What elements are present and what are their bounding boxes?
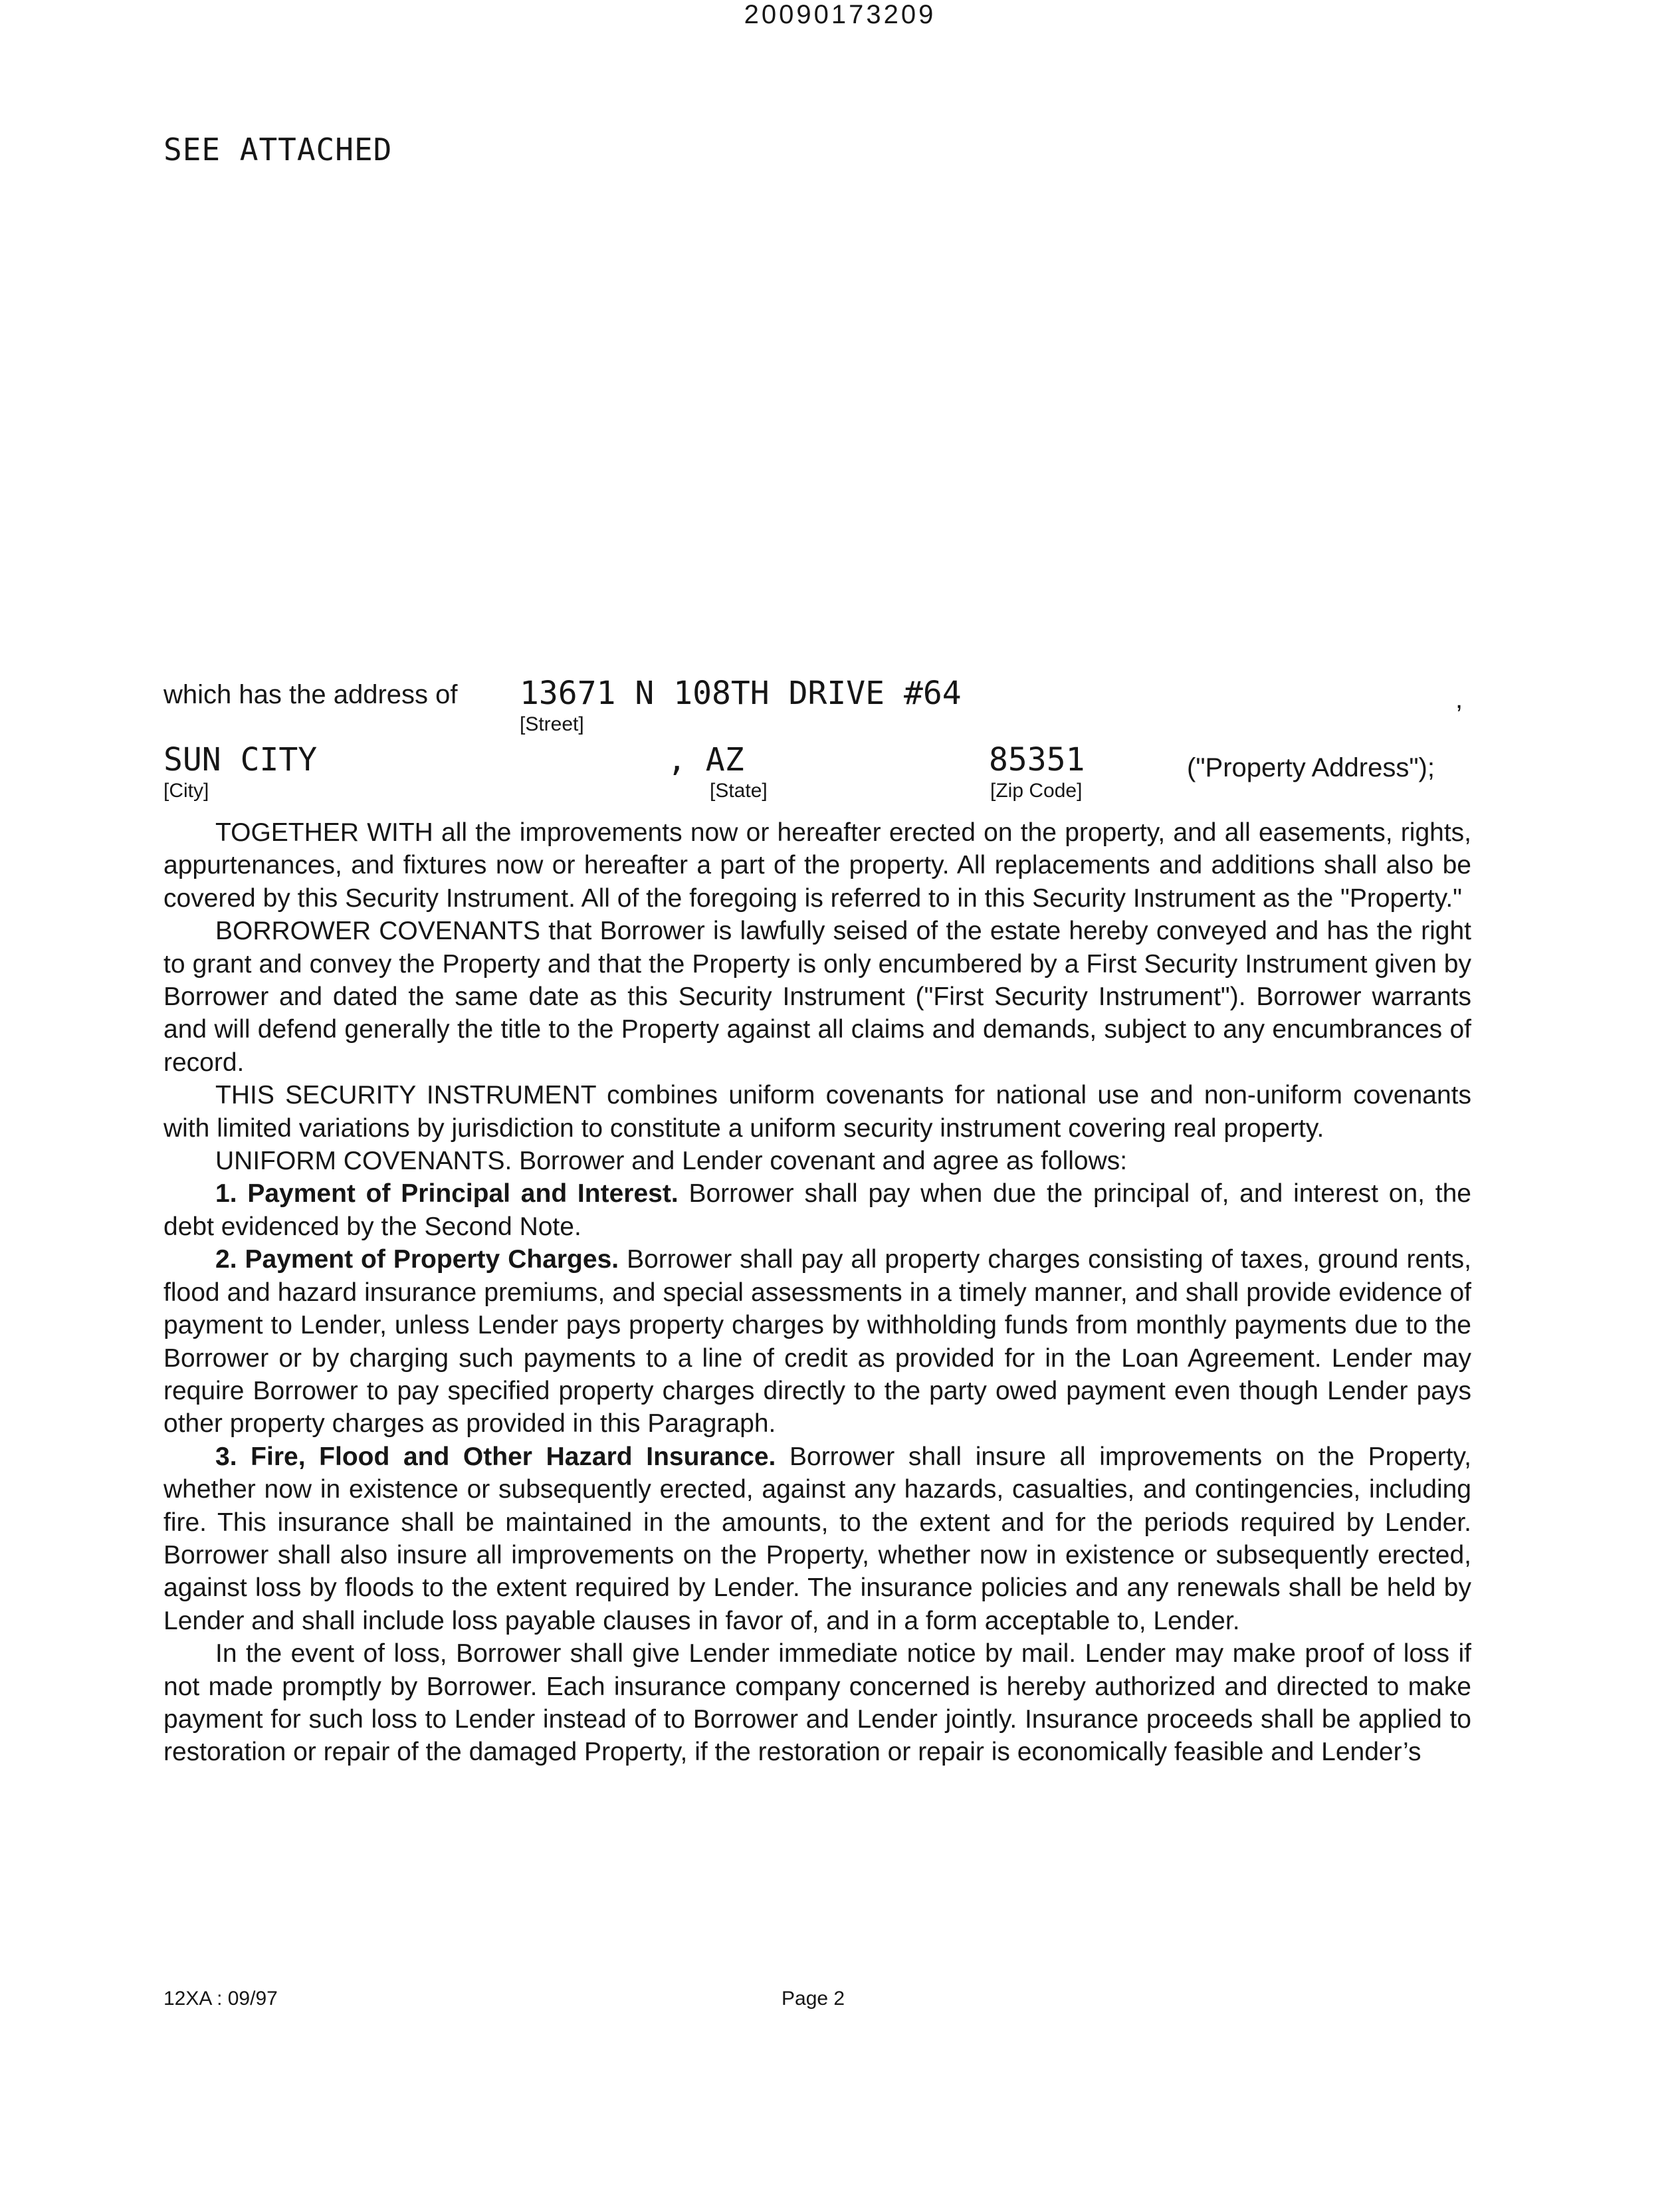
city-value: SUN CITY: [163, 741, 318, 778]
uniform-covenants-paragraph: UNIFORM COVENANTS. Borrower and Lender covenant and agree as follows:: [215, 1147, 1128, 1176]
section-1-text: Borrower shall pay when due the principal of, and interest on, the debt evidenced by the Second Note.: [163, 1179, 1471, 1241]
address-prefix: which has the address of: [163, 680, 458, 709]
zip-caption: [Zip Code]: [990, 780, 1083, 802]
section-3-text: Borrower shall insure all improvements on the Property, whether now in existence or subsequently erected, against any hazards, casualties, and contingencies, including fire. This insurance shall be maintained in the amounts, to the extent and for the periods required by Lender. Borrower shall also insure all improvements on the Property, whether now in existence or subsequently erected, against loss by floods to the extent required by Lender. The insurance policies and any renewals shall be held by Lender and shall include loss payable clauses in favor of, and in a form acceptable to, Lender.: [163, 1442, 1471, 1635]
section-3-heading: 3. Fire, Flood and Other Hazard Insurance.: [215, 1442, 776, 1471]
security-instrument-paragraph: THIS SECURITY INSTRUMENT combines uniform covenants for national use and non-uniform covenants with limited variations by jurisdiction to constitute a uniform security instrument covering real property.: [163, 1081, 1471, 1143]
page-number: Page 2: [782, 1988, 845, 2010]
section-1-paragraph: [163, 1177, 1471, 1243]
zip-value: 85351: [989, 741, 1085, 778]
section-1-heading: 1. Payment of Principal and Interest.: [215, 1179, 679, 1209]
state-value: , AZ: [667, 741, 744, 778]
street-caption: [Street]: [520, 713, 584, 735]
section-3-paragraph: [163, 1441, 1471, 1637]
body-text: [163, 816, 1471, 1769]
section-2-heading: 2. Payment of Property Charges.: [215, 1245, 619, 1274]
borrower-covenants-paragraph: BORROWER COVENANTS that Borrower is lawfully seised of the estate hereby conveyed and has the right to grant and convey the Property and that the Property is only encumbered by a First Security Instrument given by Borrower and dated the same date as this Security Instrument ("First Security Instrument"). Borrower warrants and will defend generally the title to the Property against all claims and demands, subject to any encumbrances of record.: [163, 917, 1471, 1077]
legal-description: SEE ATTACHED: [163, 132, 393, 168]
property-address-label: ("Property Address");: [1187, 753, 1435, 782]
section-2-paragraph: [163, 1243, 1471, 1440]
event-of-loss-paragraph: In the event of loss, Borrower shall give Lender immediate notice by mail. Lender may make proof of loss if not made promptly by Borrower. Each insurance company concerned is hereby authorized and directed to make payment for such loss to Lender instead of to Borrower and Lender jointly. Insurance proceeds shall be applied to restoration or repair of the damaged Property, if the restoration or repair is economically feasible and Lender’s: [163, 1639, 1471, 1767]
state-caption: [State]: [710, 780, 768, 802]
section-2-text: Borrower shall pay all property charges consisting of taxes, ground rents, flood and hazard insurance premiums, and special assessments in a timely manner, and shall provide evidence of payment to Lender, unless Lender pays property charges by withholding funds from monthly payments due to the Borrower or by charging such payments to a line of credit as provided for in the Loan Agreement. Lender may require Borrower to pay specified property charges directly to the party owed payment even though Lender pays other property charges as provided in this Paragraph.: [163, 1245, 1471, 1439]
city-caption: [City]: [163, 780, 209, 802]
recording-number: 20090173209: [744, 0, 936, 29]
form-code: 12XA : 09/97: [163, 1988, 278, 2010]
address-trailing-comma: ,: [1455, 685, 1463, 714]
street-value: 13671 N 108TH DRIVE #64: [520, 675, 962, 712]
together-with-paragraph: TOGETHER WITH all the improvements now or hereafter erected on the property, and all easements, rights, appurtenances, and fixtures now or hereafter a part of the property. All replacements and additions shall also be covered by this Security Instrument. All of the foregoing is referred to in this Security Instrument as the "Property.": [163, 818, 1471, 913]
